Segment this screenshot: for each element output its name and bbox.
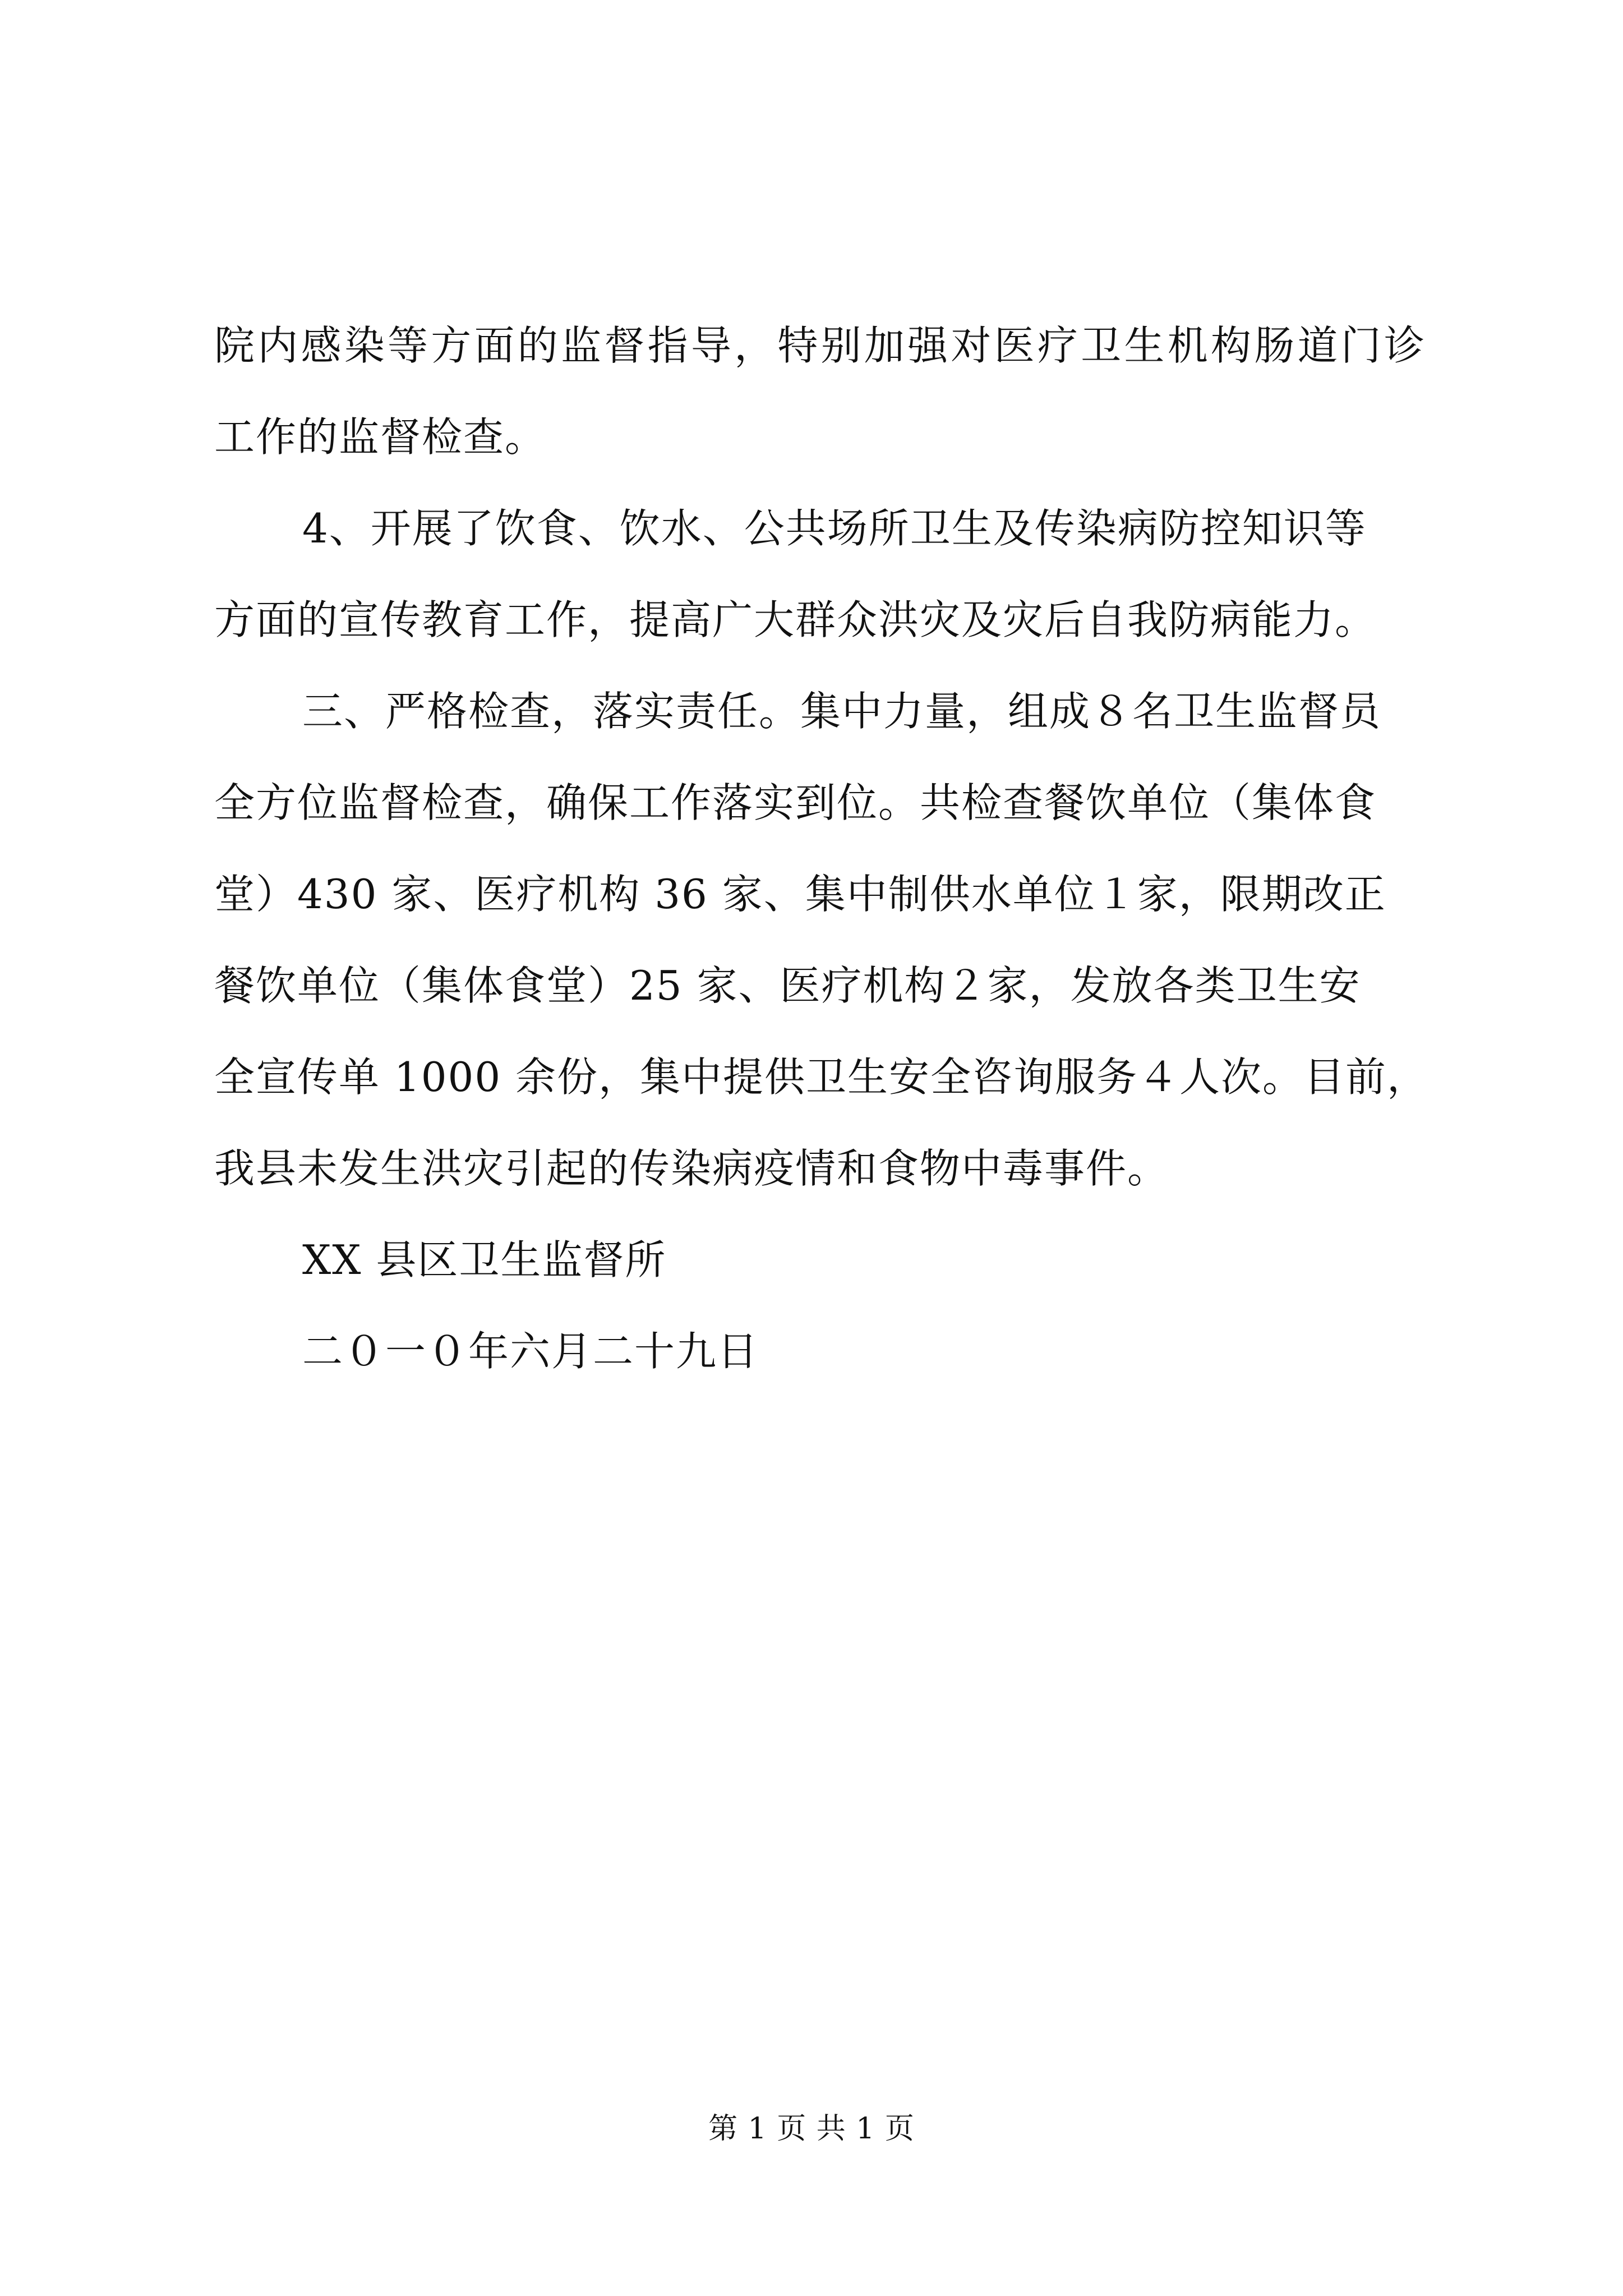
paragraph-line: 院内感染等方面的监督指导，特别加强对医疗卫生机构肠道门诊 xyxy=(214,322,1426,369)
paragraph-line: 我县未发生洪灾引起的传染病疫情和食物中毒事件。 xyxy=(214,1145,1169,1192)
page-indicator: 第 1 页 共 1 页 xyxy=(708,2112,915,2146)
paragraph-line: 堂）430 家、医疗机构 36 家、集中制供水单位１家，限期改正 xyxy=(214,871,1386,918)
paragraph-line: 方面的宣传教育工作，提高广大群众洪灾及灾后自我防病能力。 xyxy=(214,596,1377,643)
paragraph-line: 餐饮单位（集体食堂）25 家、医疗机构２家，发放各类卫生安 xyxy=(214,962,1361,1009)
paragraph-line: 全宣传单 1000 余份，集中提供卫生安全咨询服务４人次。目前， xyxy=(214,1053,1429,1101)
document-body xyxy=(214,300,1429,1397)
paragraph-line: 4、开展了饮食、饮水、公共场所卫生及传染病防控知识等 xyxy=(302,505,1367,552)
page-footer xyxy=(0,2109,1623,2148)
signature-organization: XX 县区卫生监督所 xyxy=(302,1236,667,1283)
signature-date: 二０一０年六月二十九日 xyxy=(302,1328,759,1375)
paragraph-line: 工作的监督检查。 xyxy=(214,413,547,461)
paragraph-line: 三、严格检查，落实责任。集中力量，组成８名卫生监督员 xyxy=(302,688,1382,735)
paragraph-line: 全方位监督检查，确保工作落实到位。共检查餐饮单位（集体食 xyxy=(214,779,1377,826)
